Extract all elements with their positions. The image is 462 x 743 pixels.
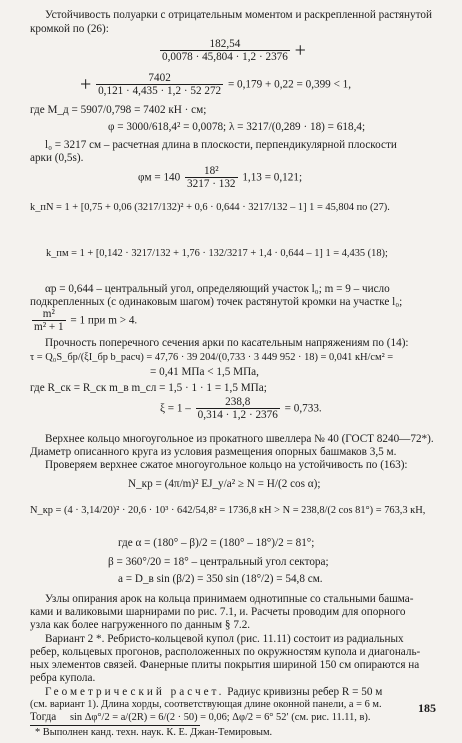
formula-stability-cont [80, 72, 351, 98]
formula-part: 1,13 = 0,121; [242, 171, 303, 184]
footnote: * Выполнен канд. техн. наук. К. Е. Джан-Темировым. [35, 727, 273, 738]
fraction-numerator: 238,8 [196, 396, 280, 409]
fraction-numerator: 7402 [96, 72, 223, 85]
text-line: подкрепленных (с одинаковым шагом) точек растянутой кромки на участке l₀; [30, 296, 403, 308]
formula-n-cr: N_кр = (4π/m)² EJ_y/a² ≥ N = H/(2 cos α); [128, 478, 321, 490]
text-line: Устойчивость полуарки с отрицательным моментом и раскрепленной растянутой [45, 9, 432, 21]
text-line: Проверяем верхнее сжатое многоугольное кольцо на устойчивость по (163): [45, 459, 408, 471]
footnote-rule [30, 725, 200, 726]
fraction-numerator: 182,54 [160, 38, 290, 51]
formula-stability [158, 38, 306, 64]
fraction-denominator: 0,121 · 4,435 · 1,2 · 52 272 [98, 85, 222, 98]
text-line: Вариант 2 *. Ребристо-кольцевой купол (рис. 11.11) состоит из радиальных [45, 633, 404, 645]
text-line: ных элементов связей. Фанерные плиты покрытия шириной 150 см опираются на [30, 659, 420, 671]
fraction-denominator: 0,314 · 1,2 · 2376 [197, 409, 278, 422]
plus-sign: + [80, 73, 92, 96]
formula-tau: τ = Q₀S_бр/(ξI_бр b_расч) = 47,76 · 39 204/(0,733 · 3 449 952 · 18) = 0,041 кН/см² = [30, 352, 394, 363]
formula-part: = 1 при m > 4. [70, 314, 138, 327]
text-line: где M_д = 5907/0,798 = 7402 кН · см; [30, 104, 207, 116]
text-line: αр = 0,644 – центральный угол, определяющий участок l₀; m = 9 – число [45, 283, 390, 295]
formula-a: a = D_в sin (β/2) = 350 sin (18°/2) = 54,8 см. [118, 573, 323, 585]
text-line: где R_ск = R_ск m_в m_сл = 1,5 · 1 · 1 = 1,5 МПа; [30, 382, 267, 394]
formula-xi [160, 396, 322, 422]
fraction-denominator: m² + 1 [34, 321, 64, 334]
formula-alpha: где α = (180° – β)/2 = (180° – 18°)/2 = 81°; [118, 537, 315, 549]
formula-sin: sin Δφ°/2 = a/(2R) = 6/(2 · 50) = 0,06; Δφ/2 = 6° 52′ (см. рис. 11.11, в). [70, 712, 371, 723]
fraction-numerator: 18² [185, 165, 237, 178]
formula-part: = 0,733. [284, 402, 322, 415]
text-line: Прочность поперечного сечения арки по касательным напряжениям по (14): [45, 337, 409, 349]
page-number: 185 [418, 701, 436, 715]
text-line: кромкой по (26): [30, 23, 109, 35]
text-line: Узлы опирания арок на кольца принимаем однотипные со стальными башма- [45, 593, 414, 605]
text-line: l₀ = 3217 см – расчетная длина в плоскости, перпендикулярной плоскости [45, 139, 397, 151]
text-part: Радиус кривизны ребер R = 50 м [227, 686, 383, 698]
formula-beta: β = 360°/20 = 18° – центральный угол сектора; [108, 556, 329, 568]
section-heading: Геометрический расчет. [45, 686, 225, 698]
fraction-denominator: 3217 · 132 [187, 178, 236, 191]
fraction-numerator: m² [32, 308, 66, 321]
formula-n-cr-value: N_кр = (4 · 3,14/20)² · 20,6 · 10³ · 642/54,8² = 1736,8 кН > N = 238,8/(2 cos 81°) = 763,3 кН, [30, 505, 426, 516]
text-line: (см. вариант 1). Длина хорды, соответствующая длине оконной панели, a = 6 м. [30, 699, 382, 710]
plus-sign: + [294, 39, 306, 62]
text-line: ребра купола. [30, 672, 96, 684]
formula-line: φ = 3000/618,4² = 0,0078; λ = 3217/(0,289 · 18) = 618,4; [108, 121, 366, 133]
text-line: ками и валиковыми шарнирами по рис. 7.1, и. Расчеты проводим для опорного [30, 606, 406, 618]
fraction-denominator: 0,0078 · 45,804 · 1,2 · 2376 [162, 51, 288, 64]
text-line: арки (0,5s). [30, 152, 84, 164]
text-line: Диаметр описанного круга из условия размещения опорных башмаков 3,5 м. [30, 446, 397, 458]
text-line: Верхнее кольцо многоугольное из прокатного швеллера № 40 (ГОСТ 8240—72*). [45, 433, 434, 445]
formula-phi-m [138, 165, 302, 191]
formula-k-pm: k_пм = 1 + [0,142 · 3217/132 + 1,76 · 132/3217 + 1,4 · 0,644 – 1] 1 = 4,435 (18); [46, 248, 388, 259]
formula-part: ξ = 1 – [160, 402, 191, 415]
formula-k-pn: k_пN = 1 + [0,75 + 0,06 (3217/132)² + 0,6 · 0,644 · 3217/132 – 1] 1 = 45,804 по (27). [30, 202, 390, 213]
text-line: узла как более нагруженного по данным § 7.2. [30, 619, 251, 631]
formula-part: φм = 140 [138, 171, 181, 184]
formula-m-ratio [30, 308, 137, 334]
formula-line: = 0,41 МПа < 1,5 МПа, [150, 366, 259, 378]
formula-result: = 0,179 + 0,22 = 0,399 < 1, [227, 78, 352, 91]
text-line [45, 686, 382, 700]
text-line: Тогда [30, 711, 57, 723]
text-line: ребер, кольцевых прогонов, расположенных по окружностям купола и диагональ- [30, 646, 421, 658]
